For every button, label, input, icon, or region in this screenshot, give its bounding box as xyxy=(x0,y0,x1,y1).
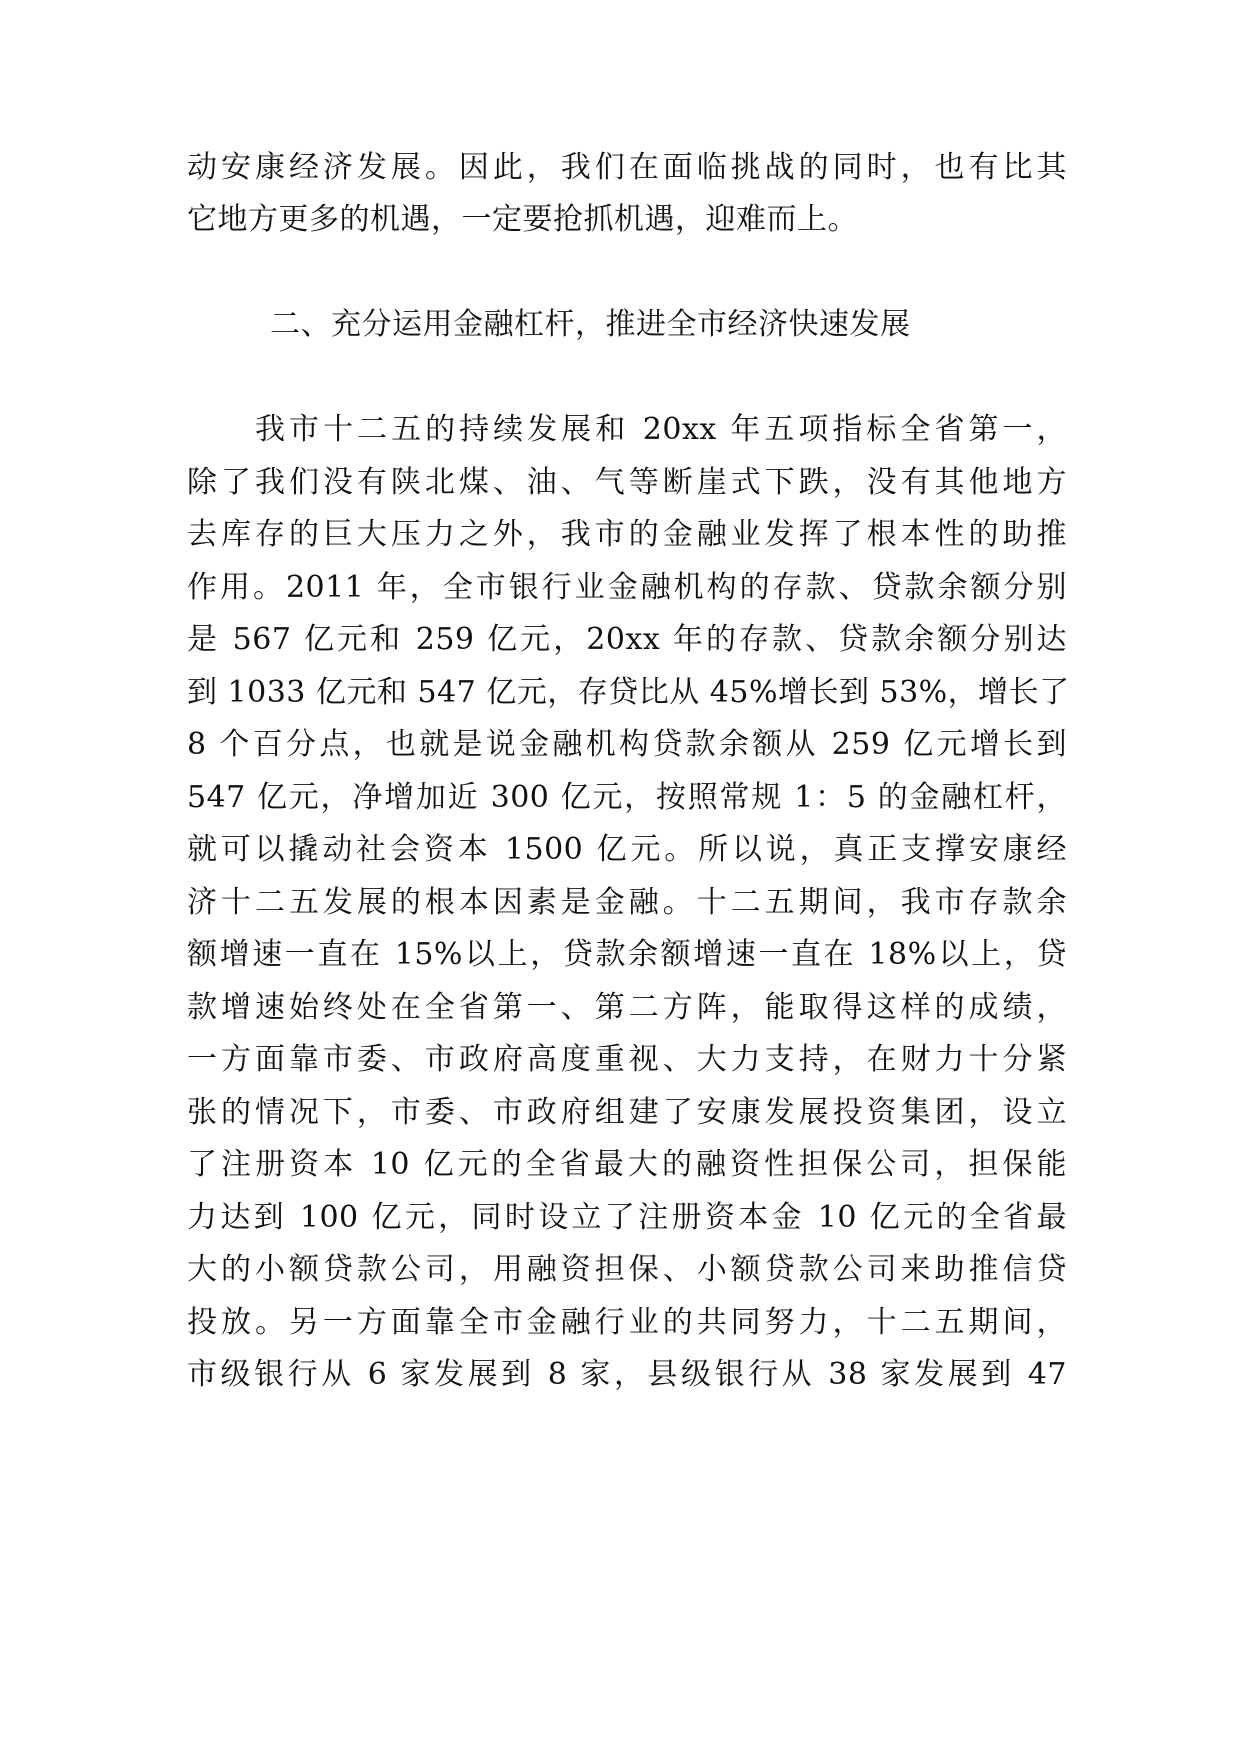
body-text-line: 547 亿元，净增加近 300 亿元，按照常规 1：5 的金融杠杆， xyxy=(187,780,1067,815)
body-text-line: 我市十二五的持续发展和 20xx 年五项指标全省第一， xyxy=(187,412,1067,447)
body-text-line: 8 个百分点，也就是说金融机构贷款余额从 259 亿元增长到 xyxy=(187,727,1067,762)
body-text-line: 它地方更多的机遇，一定要抢抓机遇，迎难而上。 xyxy=(187,202,858,237)
body-text-line: 是 567 亿元和 259 亿元，20xx 年的存款、贷款余额分别达 xyxy=(187,622,1067,657)
body-text-line: 动安康经济发展。因此，我们在面临挑战的同时，也有比其 xyxy=(187,150,1067,185)
body-text-line: 力达到 100 亿元，同时设立了注册资本金 10 亿元的全省最 xyxy=(187,1200,1067,1235)
body-text-line: 款增速始终处在全省第一、第二方阵，能取得这样的成绩， xyxy=(187,990,1067,1025)
body-text-line: 就可以撬动社会资本 1500 亿元。所以说，真正支撑安康经 xyxy=(187,832,1067,867)
body-text-line: 济十二五发展的根本因素是金融。十二五期间，我市存款余 xyxy=(187,885,1067,920)
body-text-line: 大的小额贷款公司，用融资担保、小额贷款公司来助推信贷 xyxy=(187,1252,1067,1287)
body-text-line: 除了我们没有陕北煤、油、气等断崖式下跌，没有其他地方 xyxy=(187,465,1067,500)
body-text-line: 一方面靠市委、市政府高度重视、大力支持，在财力十分紧 xyxy=(187,1042,1067,1077)
body-text-line: 额增速一直在 15%以上，贷款余额增速一直在 18%以上，贷 xyxy=(187,937,1067,972)
body-text-line: 去库存的巨大压力之外，我市的金融业发挥了根本性的助推 xyxy=(187,517,1067,552)
body-text-line: 投放。另一方面靠全市金融行业的共同努力，十二五期间， xyxy=(187,1305,1067,1340)
body-text-line: 了注册资本 10 亿元的全省最大的融资性担保公司，担保能 xyxy=(187,1147,1067,1182)
body-text-line: 张的情况下，市委、市政府组建了安康发展投资集团，设立 xyxy=(187,1095,1067,1130)
body-text-line: 市级银行从 6 家发展到 8 家，县级银行从 38 家发展到 47 xyxy=(187,1357,1067,1392)
body-text-line: 到 1033 亿元和 547 亿元，存贷比从 45%增长到 53%，增长了 xyxy=(187,675,1070,710)
body-text-line: 作用。2011 年，全市银行业金融机构的存款、贷款余额分别 xyxy=(187,570,1067,605)
section-heading: 二、充分运用金融杠杆，推进全市经济快速发展 xyxy=(270,307,911,342)
